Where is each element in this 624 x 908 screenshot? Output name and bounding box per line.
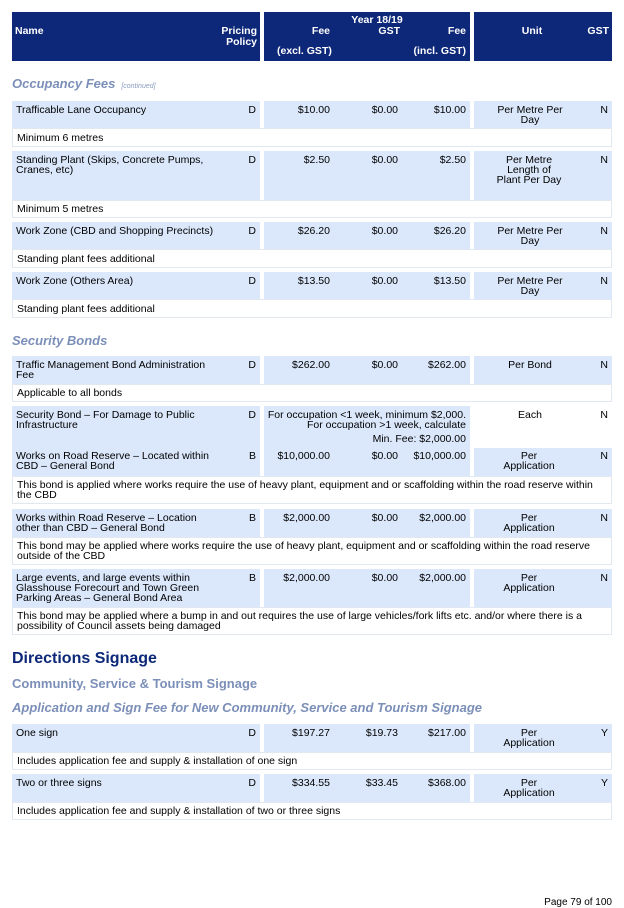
row-gst-flag: N bbox=[600, 154, 608, 166]
row-fee-incl: $368.00 bbox=[428, 777, 466, 789]
note-text: This bond may be applied where works require the use of heavy plant, equipment and or scaffolding within the road reserve outside of the CBD bbox=[17, 540, 590, 562]
table-row bbox=[12, 724, 612, 752]
row-name: Work Zone (CBD and Shopping Precincts) bbox=[16, 225, 214, 237]
row-note bbox=[12, 537, 612, 565]
note-text: Standing plant fees additional bbox=[17, 253, 155, 265]
row-policy: D bbox=[248, 777, 256, 789]
row-gst-flag: Y bbox=[600, 727, 608, 739]
row-policy: B bbox=[248, 512, 256, 524]
continued-label: [continued] bbox=[121, 83, 156, 90]
row-fee-incl: $217.00 bbox=[428, 727, 466, 739]
row-fee-incl: $13.50 bbox=[433, 275, 466, 287]
row-fee-incl: $262.00 bbox=[428, 359, 466, 371]
row-fee: $197.27 bbox=[292, 727, 330, 739]
row-unit: Per Metre Per Day bbox=[497, 104, 563, 126]
header-fee-cell bbox=[264, 12, 470, 61]
header-name-cell bbox=[12, 12, 260, 61]
row-policy: D bbox=[248, 727, 256, 739]
header-fee-excl: Fee bbox=[311, 25, 330, 37]
row-unit: Per Bond bbox=[508, 359, 552, 371]
row-gst: $33.45 bbox=[365, 777, 398, 789]
section-directions-signage: Directions Signage bbox=[12, 650, 157, 667]
row-gst-flag: Y bbox=[600, 777, 608, 789]
table-row bbox=[12, 448, 612, 476]
table-row bbox=[12, 222, 612, 249]
row-gst: $0.00 bbox=[371, 104, 398, 116]
table-row bbox=[12, 774, 612, 802]
header-excl-gst: (excl. GST) bbox=[277, 45, 332, 57]
table-row bbox=[12, 101, 612, 128]
row-unit: Per Application bbox=[503, 512, 555, 534]
row-gst: $0.00 bbox=[371, 359, 398, 371]
row-fee-incl: $2,000.00 bbox=[419, 512, 466, 524]
header-name: Name bbox=[15, 25, 44, 37]
row-gst: $19.73 bbox=[365, 727, 398, 739]
row-name: Large events, and large events within Glasshouse Forecourt and Town Green Parking Areas – General Bond Area bbox=[16, 572, 200, 604]
row-unit: Per Application bbox=[503, 572, 555, 594]
row-fee-incl: $10.00 bbox=[433, 104, 466, 116]
page-number: Page 79 of 100 bbox=[544, 897, 612, 908]
table-header bbox=[12, 12, 612, 61]
row-gst-flag: N bbox=[600, 409, 608, 421]
note-text: Includes application fee and supply & installation of two or three signs bbox=[17, 805, 341, 817]
header-gst: GST bbox=[378, 25, 400, 37]
row-name: Two or three signs bbox=[16, 777, 102, 789]
row-gst: $0.00 bbox=[371, 225, 398, 237]
row-note bbox=[12, 476, 612, 504]
row-note bbox=[12, 200, 612, 218]
row-gst-flag: N bbox=[600, 104, 608, 116]
row-name: Works on Road Reserve – Located within CBD – General Bond bbox=[16, 450, 209, 472]
row-policy: D bbox=[248, 359, 256, 371]
row-gst: $0.00 bbox=[371, 450, 398, 462]
row-unit: Per Application bbox=[503, 450, 555, 472]
row-gst-flag: N bbox=[600, 275, 608, 287]
row-fee: $2,000.00 bbox=[283, 512, 330, 524]
row-gst: $0.00 bbox=[371, 572, 398, 584]
row-gst-flag: N bbox=[600, 359, 608, 371]
section-security-bonds: Security Bonds bbox=[12, 333, 108, 348]
section-title: Occupancy Fees bbox=[12, 76, 116, 91]
row-note bbox=[12, 384, 612, 402]
table-row bbox=[12, 509, 612, 537]
row-policy: D bbox=[248, 225, 256, 237]
header-unit: Unit bbox=[521, 25, 543, 37]
note-text: Applicable to all bonds bbox=[17, 387, 123, 399]
row-name: Trafficable Lane Occupancy bbox=[16, 104, 147, 116]
row-unit: Per Metre Length of Plant Per Day bbox=[496, 154, 562, 186]
row-fee: $2,000.00 bbox=[283, 572, 330, 584]
table-row bbox=[12, 151, 612, 200]
row-note bbox=[12, 607, 612, 635]
table-row bbox=[12, 569, 612, 607]
row-note bbox=[12, 752, 612, 770]
row-note bbox=[12, 802, 612, 820]
header-unit-cell bbox=[474, 12, 612, 61]
row-fee: $10.00 bbox=[297, 104, 330, 116]
row-gst-flag: N bbox=[600, 572, 608, 584]
row-name: Standing Plant (Skips, Concrete Pumps, Cranes, etc) bbox=[16, 154, 204, 176]
fee-text-line3: Min. Fee: $2,000.00 bbox=[372, 433, 466, 445]
row-gst-flag: N bbox=[600, 225, 608, 237]
row-fee: $334.55 bbox=[292, 777, 330, 789]
row-gst-flag: N bbox=[600, 450, 608, 462]
row-note bbox=[12, 299, 612, 318]
header-incl-gst: (incl. GST) bbox=[413, 45, 466, 57]
row-policy: B bbox=[248, 450, 256, 462]
row-fee-incl: $2,000.00 bbox=[419, 572, 466, 584]
row-fee: $26.20 bbox=[297, 225, 330, 237]
row-policy: B bbox=[248, 572, 256, 584]
row-unit: Per Metre Per Day bbox=[497, 225, 563, 247]
section-application-fee: Application and Sign Fee for New Community, Service and Tourism Signage bbox=[12, 700, 482, 715]
row-fee-incl: $10,000.00 bbox=[413, 450, 466, 462]
row-name: Traffic Management Bond Administration Fee bbox=[16, 359, 206, 381]
row-policy: D bbox=[248, 154, 256, 166]
table-row bbox=[12, 272, 612, 299]
row-gst: $0.00 bbox=[371, 512, 398, 524]
row-gst: $0.00 bbox=[371, 154, 398, 166]
section-community-signage: Community, Service & Tourism Signage bbox=[12, 676, 258, 691]
fee-text-line1: For occupation <1 week, minimum $2,000. bbox=[267, 409, 466, 421]
row-unit: Per Metre Per Day bbox=[497, 275, 563, 297]
row-policy: D bbox=[248, 275, 256, 287]
note-text: Standing plant fees additional bbox=[17, 303, 155, 315]
row-unit: Each bbox=[518, 409, 542, 421]
row-policy: D bbox=[248, 409, 256, 421]
row-unit: Per Application bbox=[503, 777, 555, 799]
table-row bbox=[12, 406, 612, 448]
row-note bbox=[12, 249, 612, 268]
row-fee-incl: $2.50 bbox=[439, 154, 466, 166]
row-name: Works within Road Reserve – Location other than CBD – General Bond bbox=[16, 512, 197, 534]
row-policy: D bbox=[248, 104, 256, 116]
header-pricing-policy: Pricing Policy bbox=[221, 25, 257, 48]
row-name: Work Zone (Others Area) bbox=[16, 275, 134, 287]
row-unit: Per Application bbox=[503, 727, 555, 749]
section-occupancy-fees bbox=[12, 76, 156, 91]
row-gst-flag: N bbox=[600, 512, 608, 524]
row-fee: $13.50 bbox=[297, 275, 330, 287]
note-text: This bond may be applied where a bump in and out requires the use of large vehicles/fork lifts etc. and/or where there is a possibility of Council assets being damaged bbox=[17, 610, 582, 632]
fee-text-line2: For occupation >1 week, calculate bbox=[306, 419, 466, 431]
table-row bbox=[12, 356, 612, 384]
row-gst: $0.00 bbox=[371, 275, 398, 287]
row-fee-incl: $26.20 bbox=[433, 225, 466, 237]
row-fee: $2.50 bbox=[303, 154, 330, 166]
header-fee-incl: Fee bbox=[447, 25, 466, 37]
header-year: Year 18/19 bbox=[351, 14, 403, 26]
row-fee: $262.00 bbox=[292, 359, 330, 371]
row-note bbox=[12, 128, 612, 147]
row-fee: $10,000.00 bbox=[277, 450, 330, 462]
note-text: Includes application fee and supply & installation of one sign bbox=[17, 755, 298, 767]
note-text: Minimum 5 metres bbox=[17, 203, 104, 215]
row-name: Security Bond – For Damage to Public Infrastructure bbox=[16, 409, 195, 431]
note-text: Minimum 6 metres bbox=[17, 132, 104, 144]
row-name: One sign bbox=[16, 727, 59, 739]
header-gst-col: GST bbox=[587, 25, 609, 37]
note-text: This bond is applied where works require the use of heavy plant, equipment and or scaffolding within the road reserve within the CBD bbox=[17, 479, 593, 501]
